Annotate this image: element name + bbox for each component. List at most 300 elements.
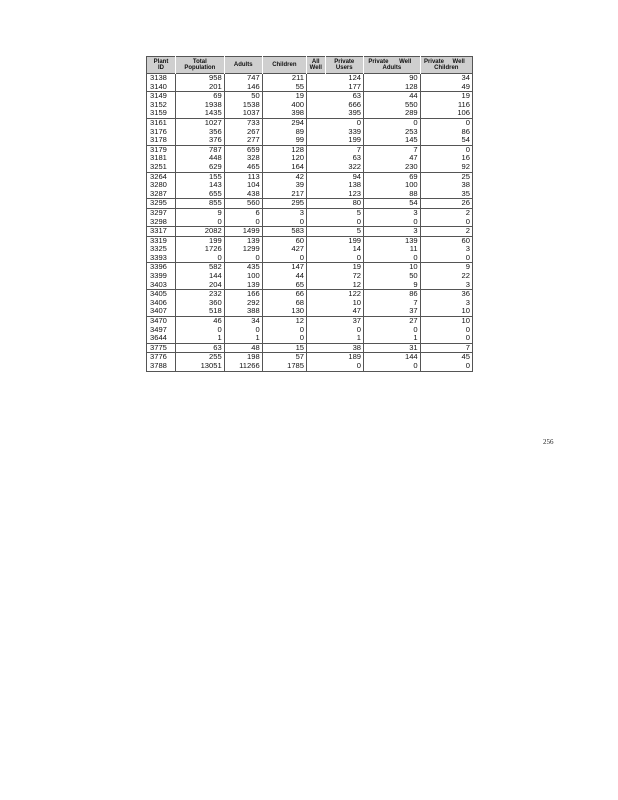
table-row — [147, 334, 473, 343]
table-cell: 14 — [352, 244, 362, 254]
table-cell: 63 — [352, 153, 362, 163]
table-cell: 144 — [364, 353, 421, 362]
table-cell: 666 — [348, 99, 362, 109]
table-cell: 201 — [176, 83, 225, 92]
all-well-cell — [307, 163, 325, 172]
table-cell: 1 — [176, 334, 225, 343]
table-cell: 44 — [364, 92, 421, 101]
table-cell: 0 — [420, 326, 472, 335]
table-row — [147, 290, 473, 299]
table-cell: 49 — [420, 83, 472, 92]
table-cell: 253 — [364, 128, 421, 137]
table-cell: 0 — [420, 218, 472, 227]
table-cell: 1435 — [176, 109, 225, 118]
table-cell: 5 — [325, 227, 364, 237]
table-row — [147, 136, 473, 145]
table-cell: 3393 — [150, 252, 167, 262]
table-cell: 1499 — [224, 227, 262, 237]
table-cell: 400 — [262, 101, 306, 110]
table-cell: 139 — [364, 236, 421, 245]
header-children: Children — [262, 57, 306, 74]
table-cell: 3317 — [147, 227, 176, 237]
table-cell: 199 — [325, 236, 364, 245]
table-cell: 38 — [420, 181, 472, 190]
table-row — [147, 163, 473, 172]
table-cell: 3 — [420, 281, 472, 290]
table-cell: 13051 — [176, 362, 225, 371]
table-cell: 19 — [262, 92, 306, 101]
table-cell: 7 — [420, 343, 472, 353]
table-cell: 0 — [420, 334, 472, 343]
table-cell: 1 — [224, 334, 262, 343]
table-cell: 60 — [262, 236, 306, 245]
all-well-cell — [307, 181, 325, 190]
table-cell: 448 — [176, 154, 225, 163]
table-row — [147, 272, 473, 281]
table-cell: 3287 — [150, 188, 167, 198]
table-cell: 45 — [420, 353, 472, 362]
table-cell: 26 — [420, 199, 472, 209]
all-well-cell — [307, 136, 325, 145]
table-cell: 47 — [364, 154, 421, 163]
table-cell: 427 — [262, 245, 306, 254]
table-cell: 2 — [420, 227, 472, 237]
table-cell: 0 — [262, 334, 306, 343]
table-cell: 2082 — [176, 227, 225, 237]
table-cell: 144 — [176, 272, 225, 281]
table-cell: 435 — [224, 263, 262, 272]
table-cell: 34 — [420, 74, 472, 83]
table-cell: 1037 — [224, 109, 262, 118]
table-cell: 3 — [364, 227, 421, 237]
table-cell: 38 — [325, 343, 364, 353]
table-cell: 0 — [356, 252, 362, 262]
table-cell: 1726 — [176, 245, 225, 254]
table-row — [147, 92, 473, 101]
table-row — [147, 154, 473, 163]
table-cell: 659 — [224, 145, 262, 154]
table-cell: 138 — [348, 180, 362, 190]
table-cell: 19 — [325, 263, 364, 272]
table-cell: 90 — [364, 74, 421, 83]
table-cell: 289 — [364, 109, 421, 118]
table-cell: 199 — [176, 236, 225, 245]
table-cell: 37 — [364, 307, 421, 316]
table-row — [147, 199, 473, 209]
table-cell: 356 — [176, 128, 225, 137]
table-cell: 438 — [224, 190, 262, 199]
table-row — [147, 254, 473, 263]
table-cell: 15 — [262, 343, 306, 353]
table-cell: 100 — [224, 272, 262, 281]
header-adults: Adults — [224, 57, 262, 74]
table-cell: 3644 — [150, 333, 167, 343]
all-well-cell — [307, 290, 325, 299]
all-well-cell — [307, 83, 325, 92]
header-total-population: Total Population — [176, 57, 225, 74]
table-cell: 7 — [364, 299, 421, 308]
table-cell: 292 — [224, 299, 262, 308]
table-cell: 12 — [352, 279, 362, 289]
table-cell: 104 — [224, 181, 262, 190]
all-well-cell — [307, 317, 325, 326]
table-cell: 10 — [420, 307, 472, 316]
table-cell: 855 — [176, 199, 225, 209]
table-cell: 0 — [420, 118, 472, 127]
table-cell: 36 — [420, 290, 472, 299]
table-row — [147, 74, 473, 83]
table-cell: 113 — [224, 172, 262, 181]
all-well-cell — [307, 199, 325, 209]
all-well-cell — [307, 362, 325, 371]
header-private-well-children: Private Well Children — [420, 57, 472, 74]
table-cell: 68 — [262, 299, 306, 308]
table-cell: 255 — [176, 353, 225, 362]
all-well-cell — [307, 101, 325, 110]
all-well-cell — [307, 118, 325, 127]
all-well-cell — [307, 128, 325, 137]
table-row — [147, 172, 473, 181]
table-cell: 1538 — [224, 101, 262, 110]
table-cell: 339 — [348, 126, 362, 136]
table-cell: 57 — [262, 353, 306, 362]
table-row — [147, 236, 473, 245]
table-cell: 80 — [325, 199, 364, 209]
table-cell: 0 — [262, 254, 306, 263]
table-cell: 34 — [224, 317, 262, 326]
all-well-cell — [307, 299, 325, 308]
table-row — [147, 208, 473, 217]
table-cell: 2 — [420, 208, 472, 217]
table-cell: 3161 — [147, 118, 176, 127]
table-cell: 145 — [364, 136, 421, 145]
header-private-users: Private Users — [325, 57, 364, 74]
table-cell: 0 — [364, 362, 421, 371]
table-cell: 89 — [262, 128, 306, 137]
table-row — [147, 326, 473, 335]
table-cell: 267 — [224, 128, 262, 137]
table-row — [147, 317, 473, 326]
table-cell: 92 — [420, 163, 472, 172]
table-cell: 128 — [364, 83, 421, 92]
table-cell: 3251 — [150, 161, 167, 171]
table-row — [147, 362, 473, 371]
table-cell: 3325 — [150, 244, 167, 254]
table-cell: 50 — [364, 272, 421, 281]
table-row — [147, 181, 473, 190]
table-cell: 50 — [224, 92, 262, 101]
table-cell: 3 — [262, 208, 306, 217]
table-cell: 3152 — [150, 99, 167, 109]
table-cell: 47 — [352, 306, 362, 316]
table-cell: 31 — [364, 343, 421, 353]
table-cell: 0 — [176, 326, 225, 335]
table-cell: 388 — [224, 307, 262, 316]
table-cell: 360 — [176, 299, 225, 308]
header-plant-id: Plant ID — [147, 57, 176, 74]
table-cell: 0 — [262, 326, 306, 335]
table-cell: 3179 — [147, 145, 176, 154]
table-cell: 655 — [176, 190, 225, 199]
table-cell: 143 — [176, 181, 225, 190]
table-cell: 128 — [262, 145, 306, 154]
table-cell: 0 — [224, 218, 262, 227]
table-cell: 39 — [262, 181, 306, 190]
table-cell: 166 — [224, 290, 262, 299]
table-cell: 294 — [262, 118, 306, 127]
table-cell: 54 — [420, 136, 472, 145]
table-cell: 164 — [262, 163, 306, 172]
all-well-cell — [307, 272, 325, 281]
table-cell: 5 — [325, 208, 364, 217]
table-cell: 3497 — [150, 324, 167, 334]
table-row — [147, 263, 473, 272]
table-cell: 155 — [176, 172, 225, 181]
table-cell: 63 — [325, 92, 364, 101]
table-cell: 1027 — [176, 118, 225, 127]
table-cell: 3405 — [147, 290, 176, 299]
table-cell: 3403 — [150, 279, 167, 289]
table-row — [147, 281, 473, 290]
table-cell: 3140 — [150, 81, 167, 91]
table-cell: 146 — [224, 83, 262, 92]
table-cell: 0 — [364, 326, 421, 335]
table-cell: 46 — [176, 317, 225, 326]
table-cell: 0 — [420, 254, 472, 263]
table-cell: 230 — [364, 163, 421, 172]
table-cell: 147 — [262, 263, 306, 272]
table-cell: 10 — [420, 317, 472, 326]
table-cell: 19 — [420, 92, 472, 101]
all-well-cell — [307, 154, 325, 163]
table-cell: 1938 — [176, 101, 225, 110]
table-cell: 3280 — [150, 180, 167, 190]
table-cell: 204 — [176, 281, 225, 290]
table-cell: 123 — [348, 188, 362, 198]
all-well-cell — [307, 343, 325, 353]
all-well-cell — [307, 263, 325, 272]
table-row — [147, 343, 473, 353]
table-cell: 0 — [356, 324, 362, 334]
table-cell: 582 — [176, 263, 225, 272]
table-cell: 139 — [224, 281, 262, 290]
table-cell: 0 — [356, 361, 362, 370]
table-cell: 232 — [176, 290, 225, 299]
table-cell: 376 — [176, 136, 225, 145]
table-cell: 398 — [262, 109, 306, 118]
table-cell: 116 — [420, 101, 472, 110]
table-cell: 217 — [262, 190, 306, 199]
all-well-cell — [307, 74, 325, 83]
table-cell: 189 — [325, 353, 364, 362]
table-cell: 122 — [325, 290, 364, 299]
table-cell: 99 — [262, 136, 306, 145]
table-cell: 0 — [356, 216, 362, 226]
table-cell: 0 — [364, 254, 421, 263]
table-cell: 0 — [224, 254, 262, 263]
all-well-cell — [307, 227, 325, 237]
table-cell: 465 — [224, 163, 262, 172]
table-row — [147, 101, 473, 110]
table-row — [147, 145, 473, 154]
table-cell: 3396 — [147, 263, 176, 272]
table-cell: 3 — [420, 299, 472, 308]
all-well-cell — [307, 254, 325, 263]
table-cell: 86 — [420, 128, 472, 137]
table-cell: 322 — [348, 161, 362, 171]
table-cell: 199 — [348, 135, 362, 145]
table-cell: 3149 — [147, 92, 176, 101]
page-number: 256 — [543, 438, 554, 446]
table-cell: 0 — [176, 254, 225, 263]
table-cell: 139 — [224, 236, 262, 245]
table-cell: 747 — [224, 74, 262, 83]
all-well-cell — [307, 281, 325, 290]
table-cell: 6 — [224, 208, 262, 217]
table-cell: 55 — [262, 83, 306, 92]
well-users-table — [146, 56, 473, 372]
table-cell: 94 — [325, 172, 364, 181]
table-cell: 3775 — [147, 343, 176, 353]
table-cell: 3138 — [147, 74, 176, 83]
table-cell: 3319 — [147, 236, 176, 245]
table-cell: 733 — [224, 118, 262, 127]
table-cell: 3406 — [150, 297, 167, 307]
table-cell: 583 — [262, 227, 306, 237]
table-cell: 177 — [348, 81, 362, 91]
table-cell: 3399 — [150, 271, 167, 281]
table-row — [147, 307, 473, 316]
table-cell: 54 — [364, 199, 421, 209]
table-cell: 0 — [176, 218, 225, 227]
table-cell: 11266 — [224, 362, 262, 371]
table-cell: 44 — [262, 272, 306, 281]
table-cell: 0 — [262, 218, 306, 227]
table-cell: 124 — [325, 74, 364, 83]
table-cell: 120 — [262, 154, 306, 163]
all-well-cell — [307, 208, 325, 217]
table-cell: 69 — [176, 92, 225, 101]
table-cell: 3159 — [150, 108, 167, 118]
table-cell: 629 — [176, 163, 225, 172]
table-cell: 25 — [420, 172, 472, 181]
table-cell: 198 — [224, 353, 262, 362]
all-well-cell — [307, 307, 325, 316]
table-row — [147, 83, 473, 92]
table-cell: 42 — [262, 172, 306, 181]
table-cell: 3181 — [150, 153, 167, 163]
table-cell: 10 — [364, 263, 421, 272]
table-cell: 63 — [176, 343, 225, 353]
header-private-well-adults: Private Well Adults — [364, 57, 421, 74]
table-cell: 958 — [176, 74, 225, 83]
table-cell: 3 — [364, 208, 421, 217]
header-all-well: All Well — [307, 57, 325, 74]
table-cell: 3297 — [147, 208, 176, 217]
table-cell: 35 — [420, 190, 472, 199]
table-row — [147, 245, 473, 254]
table-cell: 211 — [262, 74, 306, 83]
table-cell: 0 — [224, 326, 262, 335]
table-cell: 1785 — [262, 362, 306, 371]
all-well-cell — [307, 326, 325, 335]
all-well-cell — [307, 92, 325, 101]
all-well-cell — [307, 218, 325, 227]
table-cell: 9 — [176, 208, 225, 217]
table-cell: 518 — [176, 307, 225, 316]
table-cell: 0 — [325, 118, 364, 127]
table-row — [147, 190, 473, 199]
table-cell: 72 — [352, 271, 362, 281]
table-cell: 395 — [348, 108, 362, 118]
table-cell: 3407 — [150, 306, 167, 316]
table-cell: 7 — [364, 145, 421, 154]
table-row — [147, 218, 473, 227]
table-cell: 3776 — [147, 353, 176, 362]
table-cell: 295 — [262, 199, 306, 209]
all-well-cell — [307, 190, 325, 199]
table-cell: 37 — [325, 317, 364, 326]
table-cell: 9 — [420, 263, 472, 272]
table-cell: 0 — [420, 145, 472, 154]
table-cell: 550 — [364, 101, 421, 110]
table-row — [147, 128, 473, 137]
all-well-cell — [307, 236, 325, 245]
table-row — [147, 109, 473, 118]
table-cell: 0 — [364, 218, 421, 227]
all-well-cell — [307, 109, 325, 118]
table-header-row — [147, 57, 473, 74]
table-cell: 3176 — [150, 126, 167, 136]
table-cell: 3298 — [150, 216, 167, 226]
table-cell: 66 — [262, 290, 306, 299]
table-cell: 3470 — [147, 317, 176, 326]
table-cell: 11 — [364, 245, 421, 254]
table-cell: 16 — [420, 154, 472, 163]
table-cell: 3178 — [150, 135, 167, 145]
table-cell: 7 — [325, 145, 364, 154]
table-cell: 69 — [364, 172, 421, 181]
all-well-cell — [307, 334, 325, 343]
table-cell: 27 — [364, 317, 421, 326]
table-cell: 106 — [420, 109, 472, 118]
table-cell: 3264 — [147, 172, 176, 181]
table-cell: 560 — [224, 199, 262, 209]
table-cell: 3 — [420, 245, 472, 254]
table-cell: 48 — [224, 343, 262, 353]
table-cell: 1 — [356, 333, 362, 343]
table-row — [147, 353, 473, 362]
table-cell: 10 — [352, 297, 362, 307]
table-cell: 9 — [364, 281, 421, 290]
table-cell: 0 — [364, 118, 421, 127]
table-cell: 3295 — [147, 199, 176, 209]
table-cell: 65 — [262, 281, 306, 290]
all-well-cell — [307, 145, 325, 154]
table-cell: 86 — [364, 290, 421, 299]
table-cell: 22 — [420, 272, 472, 281]
all-well-cell — [307, 245, 325, 254]
table-cell: 12 — [262, 317, 306, 326]
all-well-cell — [307, 172, 325, 181]
table-row — [147, 227, 473, 237]
table-cell: 3788 — [150, 361, 167, 370]
table-cell: 60 — [420, 236, 472, 245]
table-body — [147, 74, 473, 372]
table-cell: 0 — [420, 362, 472, 371]
table-cell: 130 — [262, 307, 306, 316]
table-cell: 787 — [176, 145, 225, 154]
